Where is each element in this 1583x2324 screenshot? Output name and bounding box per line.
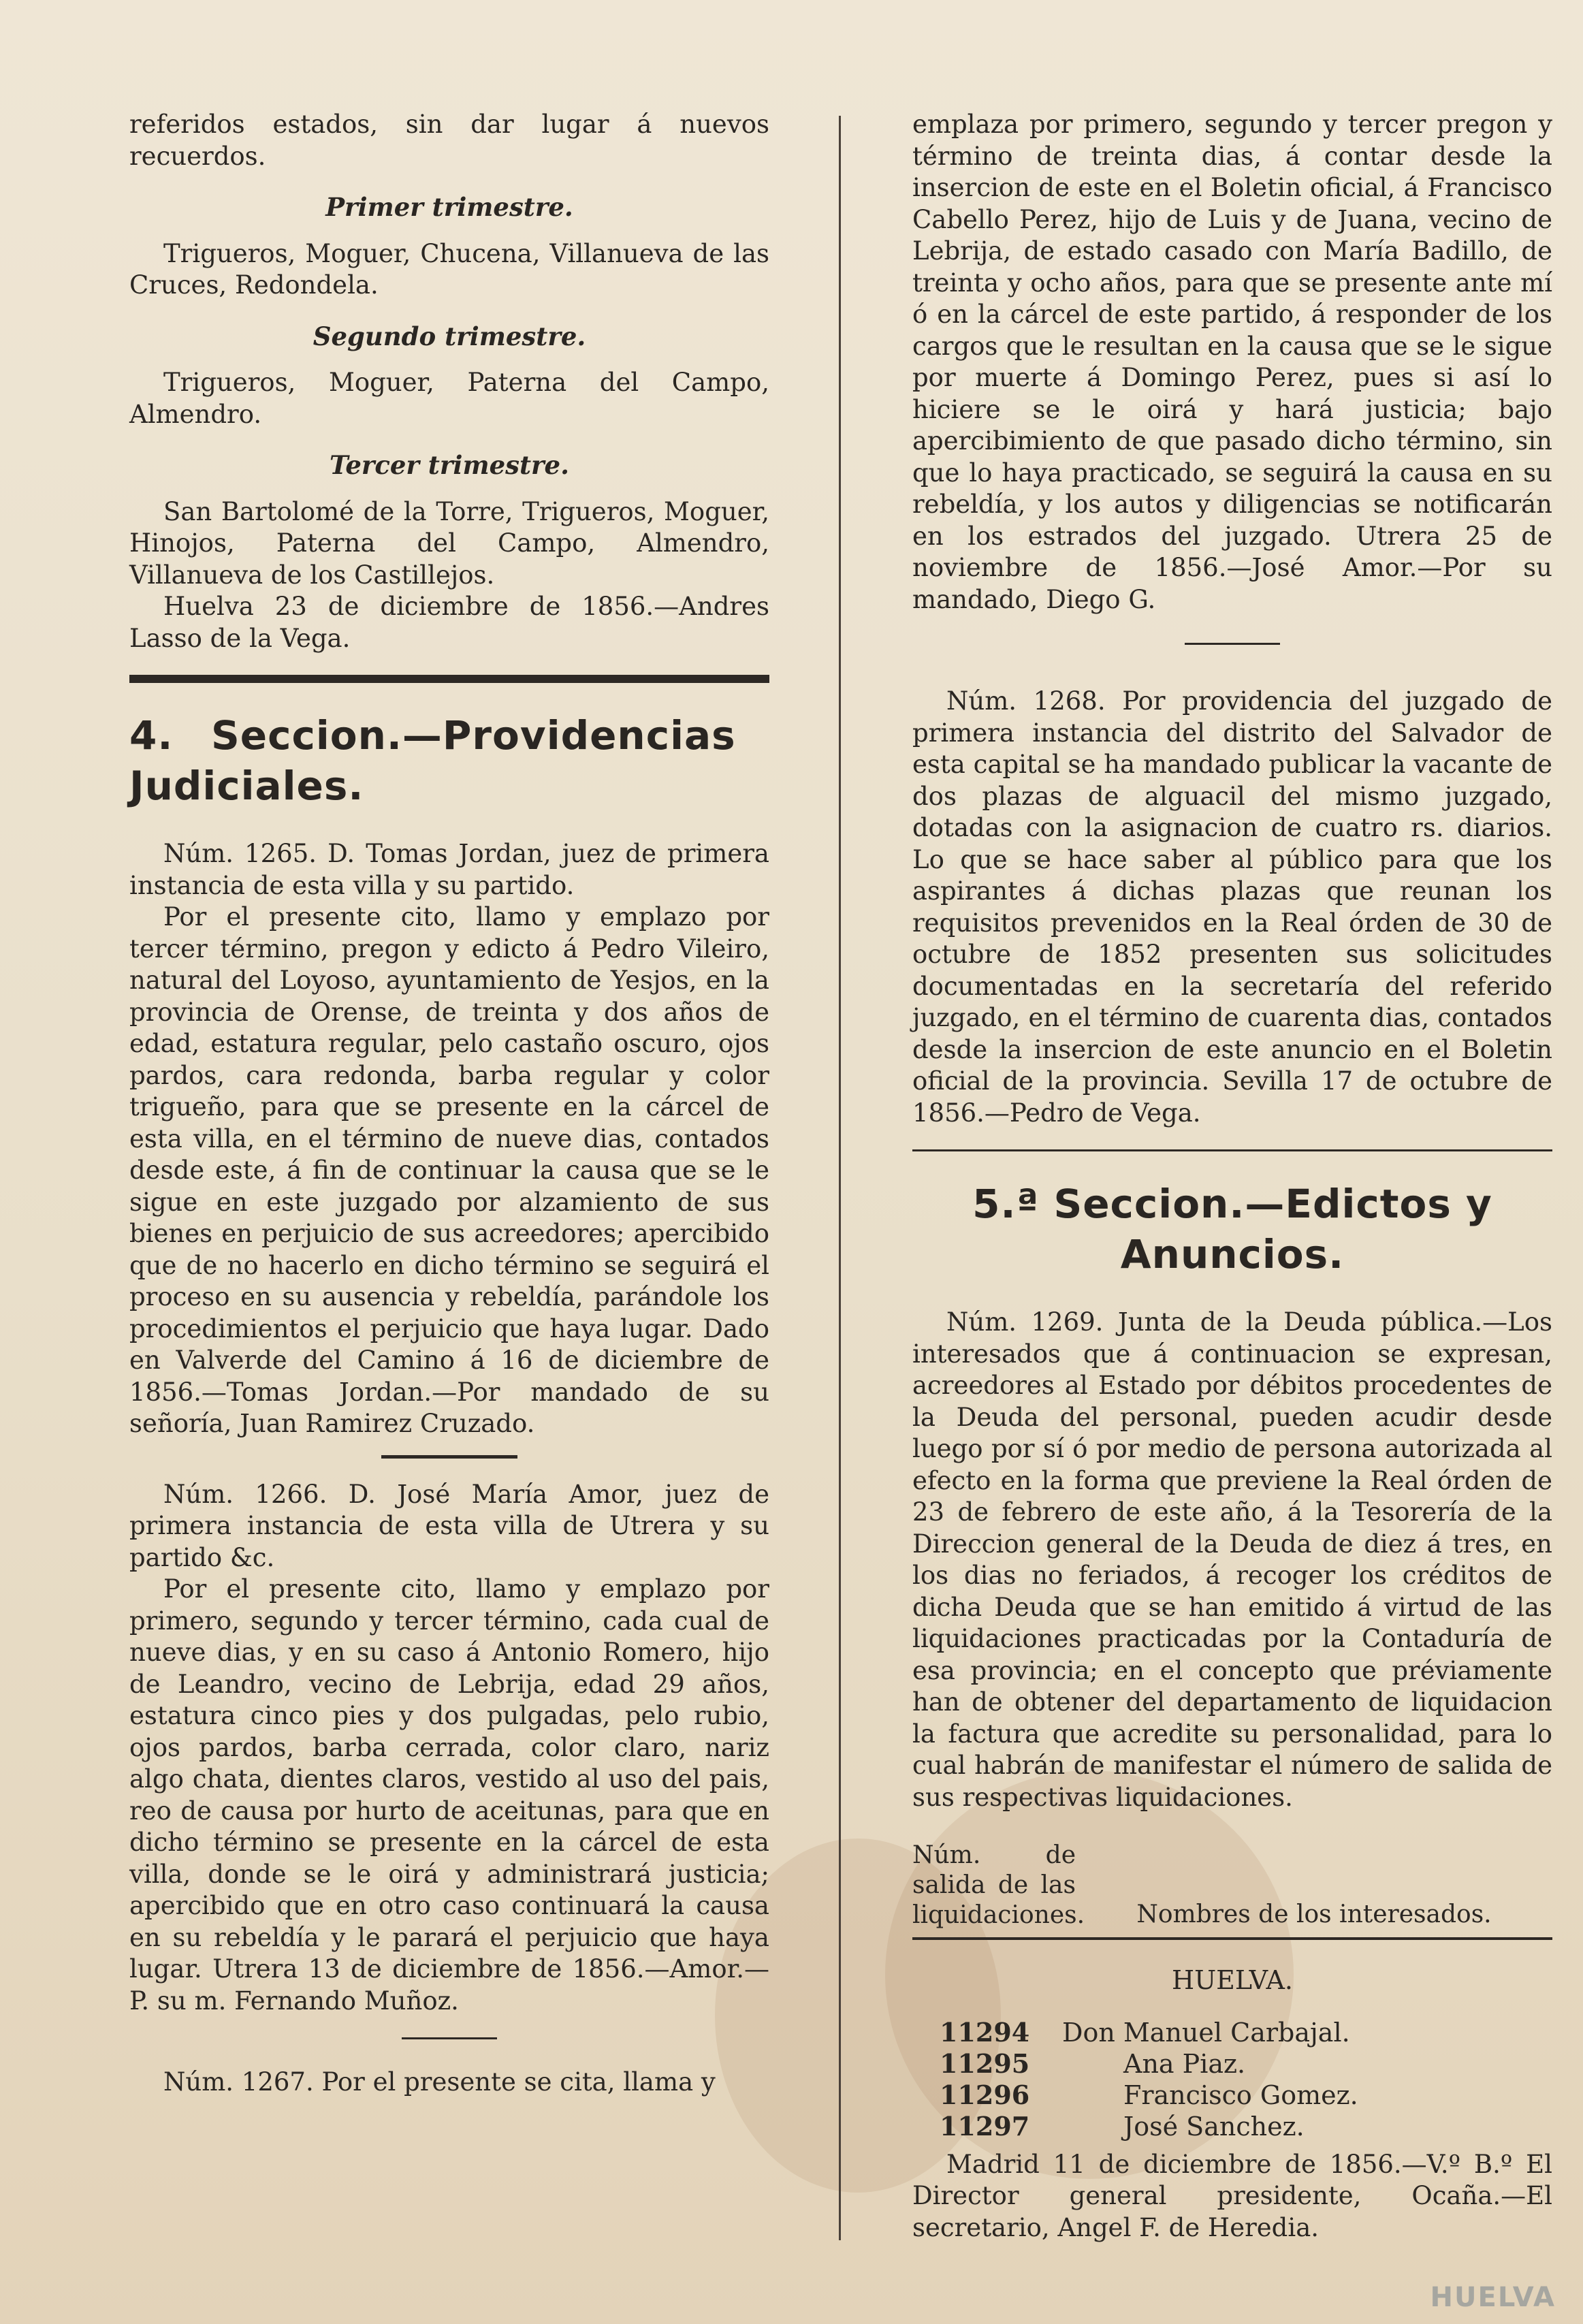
table-row [912, 2048, 1552, 2080]
intro-text: referidos estados, sin dar lugar á nuevos recuerdos. [129, 110, 769, 171]
closing-signature: Madrid 11 de diciembre de 1856.—V.º B.º El Director general presidente, Ocaña.—El secretario, Angel F. de Heredia. [912, 2149, 1552, 2242]
table-row [912, 2080, 1552, 2111]
table-header [912, 1841, 1552, 1930]
entry-name: Francisco Gomez. [1123, 2080, 1358, 2110]
notice-separator [402, 2037, 497, 2039]
section-5-number: 5.ª [972, 1181, 1040, 1227]
archive-stamp: HUELVA [1430, 2282, 1556, 2313]
notice-1269: Núm. 1269. Junta de la Deuda pública.—Los interesados que á continuacion se expresan, acreedores al Estado por débitos procedentes de la Deuda del personal, pueden acudir desde luego por sí ó por medio de persona autorizada al efecto en la forma que previene la Real órden de 23 de febrero de este año, á la Tesorería de la Direccion general de la Deuda de diez á tres, en los dias no feriados, á recoger los créditos de dicha Deuda que se han emitido á virtud de las liquidaciones practicadas por la Contaduría de esa provincia; en el concepto que préviamente han de obtener del departamento de liquidacion la factura que acredite su personalidad, para lo cual habrán de manifestar el número de salida de sus respectivas liquidaciones. [912, 1307, 1552, 1812]
third-trimester-heading: Tercer trimestre. [330, 450, 569, 480]
column-divider [839, 116, 841, 2240]
entry-name: Don Manuel Carbajal. [1062, 2017, 1350, 2048]
second-trimester-text: Trigueros, Moguer, Paterna del Campo, Almendro. [129, 368, 769, 429]
right-column [912, 109, 1552, 2244]
section-4-label: Seccion.—Providencias Judiciales. [129, 712, 736, 809]
notice-1265-header: Núm. 1265. D. Tomas Jordan, juez de primera instancia de esta villa y su partido. [129, 839, 769, 900]
third-trimester-text: San Bartolomé de la Torre, Trigueros, Moguer, Hinojos, Paterna del Campo, Almendro, Villanueva de los Castillejos. [129, 496, 769, 590]
first-trimester-text: Trigueros, Moguer, Chucena, Villanueva de las Cruces, Redondela. [129, 238, 769, 300]
table-header-names: Nombres de los interesados. [1136, 1900, 1492, 1928]
section-rule [129, 675, 769, 683]
notice-1266-body: Por el presente cito, llamo y emplazo por primero, segundo y tercer término, cada cual de nueve dias, y en su caso á Antonio Romero, hijo de Leandro, vecino de Lebrija, edad 29 años, estatura cinco pies y dos pulgadas, pelo rubio, ojos pardos, barba cerrada, color claro, nariz algo chata, dientes claros, vestido al uso del pais, reo de causa por hurto de aceitunas, para que en dicho término se presente en la cárcel de esta villa, donde se le oirá y administrará justicia; apercibido que en otro caso continuará la causa en su rebeldía y le parará el perjuicio que haya lugar. Utrera 13 de diciembre de 1856.—Amor.—P. su m. Fernando Muñoz. [129, 1574, 769, 2016]
table-row [912, 2111, 1552, 2142]
notice-1265-body: Por el presente cito, llamo y emplazo por tercer término, pregon y edicto á Pedro Vileiro, natural del Loyoso, ayuntamiento de Yesjos, en la provincia de Orense, de treinta y dos años de edad, estatura regular, pelo castaño oscuro, ojos pardos, cara redonda, barba regular y color trigueño, para que se presente en la cárcel de esta villa, en el término de nueve dias, contados desde este, á fin de continuar la causa que se le sigue en este juzgado por alzamiento de sus bienes en perjuicio de sus acreedores; apercibido que de no hacerlo en dicho término se seguirá el proceso en su ausencia y rebeldía, parándole los procedimientos el perjuicio que haya lugar. Dado en Valverde del Camino á 16 de diciembre de 1856.—Tomas Jordan.—Por mandado de su señoría, Juan Ramirez Cruzado. [129, 902, 769, 1438]
left-column [129, 109, 769, 2099]
entry-name: Ana Piaz. [1123, 2048, 1246, 2079]
second-trimester-heading: Segundo trimestre. [313, 321, 586, 351]
notice-1267-start: Núm. 1267. Por el presente se cita, llama y [163, 2067, 716, 2097]
table-row [912, 2017, 1552, 2048]
section-rule [912, 1149, 1552, 1151]
table-header-number: Núm. de salida de las liquidaciones. [912, 1841, 1085, 1929]
section-4-number: 4. [129, 712, 174, 759]
notice-1266-header: Núm. 1266. D. José María Amor, juez de primera instancia de esta villa de Utrera y su partido &c. [129, 1479, 769, 1572]
notice-1267-continuation: emplaza por primero, segundo y tercer pregon y término de treinta dias, á contar desde la insercion de este en el Boletin oficial, á Francisco Cabello Perez, hijo de Luis y de Juana, vecino de Lebrija, de estado casado con María Badillo, de treinta y ocho años, para que se presente ante mí ó en la cárcel de este partido, á responder de los cargos que le resultan en la causa que se le sigue por muerte á Domingo Perez, pues si así lo hiciere se le oirá y hará justicia; bajo apercibimiento de que pasado dicho término, sin que lo haya practicado, se seguirá la causa en su rebeldía, y los autos y diligencias se notificarán en los estrados del juzgado. Utrera 25 de noviembre de 1856.—José Amor.—Por su mandado, Diego G. [912, 110, 1552, 614]
section-5-title [912, 1179, 1552, 1279]
first-trimester-heading: Primer trimestre. [325, 192, 573, 222]
section-4-title [129, 710, 769, 811]
notice-separator [381, 1455, 517, 1459]
notice-separator [1185, 643, 1280, 645]
notice-1268: Núm. 1268. Por providencia del juzgado de primera instancia del distrito del Salvador de esta capital se ha mandado publicar la vacante de dos plazas de alguacil del mismo juzgado, dotadas con la asignacion de cuatro rs. diarios. Lo que se hace saber al público para que los aspirantes á dichas plazas que reunan los requisitos prevenidos en la Real órden de 30 de octubre de 1852 presenten sus solicitudes documentadas en la secretaría del referido juzgado, en el término de cuarenta dias, contados desde la insercion de este anuncio en el Boletin oficial de la provincia. Sevilla 17 de octubre de 1856.—Pedro de Vega. [912, 686, 1552, 1128]
signature-huelva: Huelva 23 de diciembre de 1856.—Andres Lasso de la Vega. [129, 592, 769, 653]
entry-number: 11295 [940, 2048, 1030, 2079]
table-rule [912, 1937, 1552, 1940]
entry-number: 11296 [940, 2079, 1030, 2110]
section-5-label: Seccion.—Edictos y Anuncios. [1053, 1181, 1492, 1277]
table-place: HUELVA. [1171, 1965, 1293, 1995]
entry-name: José Sanchez. [1123, 2111, 1305, 2142]
entry-number: 11294 [940, 2016, 1030, 2048]
entry-number: 11297 [940, 2110, 1030, 2142]
